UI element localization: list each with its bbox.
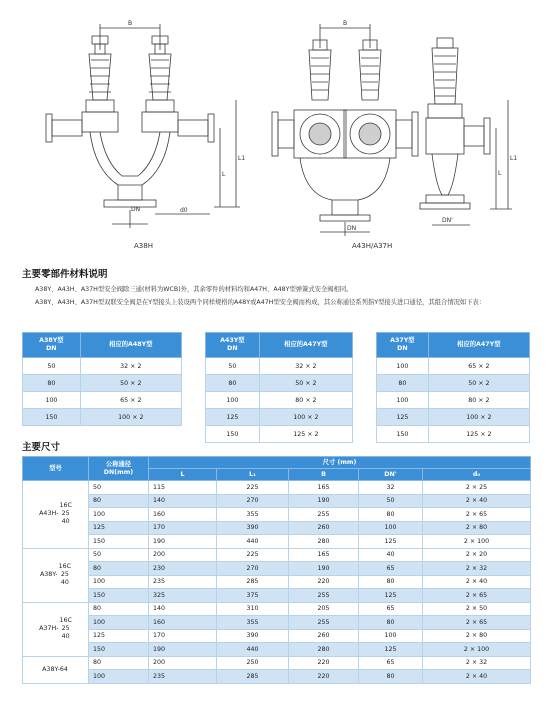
table-cell: 190: [289, 494, 359, 508]
dim-l1-3: L1: [510, 155, 518, 162]
table-cell: 32: [359, 481, 423, 495]
table-cell: 270: [217, 494, 289, 508]
dim-d0-1: d0: [180, 207, 188, 214]
table-cell: 80: [89, 602, 149, 616]
table-cell: 2 × 40: [423, 494, 531, 508]
table-cell: 2 × 80: [423, 521, 531, 535]
table-cell: 310: [217, 602, 289, 616]
table-cell: 2 × 20: [423, 548, 531, 562]
combo-cell: 125: [377, 409, 429, 426]
combo-cell: 125: [206, 409, 260, 426]
table-cell: 225: [217, 548, 289, 562]
combo-cell: 125 × 2: [259, 426, 352, 443]
table-cell: 140: [149, 494, 217, 508]
valve-drawings: [0, 0, 550, 258]
combo-cell: 100 × 2: [259, 409, 352, 426]
combo-cell: 32 × 2: [259, 358, 352, 375]
combo-a37y-header-dn: A37Y型 DN: [377, 333, 429, 358]
table-cell: 390: [217, 629, 289, 643]
table-cell: 160: [149, 508, 217, 522]
combo-cell: 50: [23, 358, 81, 375]
model-cell: [23, 481, 89, 549]
table-cell: 165: [289, 481, 359, 495]
combo-cell: 50: [206, 358, 260, 375]
table-cell: 80: [89, 494, 149, 508]
dim-b-1: B: [128, 20, 133, 27]
table-cell: 125: [359, 643, 423, 657]
table-row: [23, 670, 531, 684]
table-cell: 80: [359, 575, 423, 589]
table-cell: 170: [149, 521, 217, 535]
combo-cell: 125 × 2: [428, 426, 529, 443]
model-pressure: 16C 25 40: [59, 617, 72, 640]
dim-l-3: L: [498, 170, 502, 177]
table-cell: 125: [359, 535, 423, 549]
table-cell: 80: [359, 616, 423, 630]
table-cell: 125: [89, 521, 149, 535]
combo-cell: 65 × 2: [80, 392, 181, 409]
table-cell: 235: [149, 670, 217, 684]
table-cell: 285: [217, 575, 289, 589]
table-cell: 2 × 40: [423, 575, 531, 589]
table-row: [23, 616, 531, 630]
table-cell: 2 × 65: [423, 589, 531, 603]
table-cell: 125: [89, 629, 149, 643]
valve-drawings-svg: [0, 0, 550, 258]
table-cell: 220: [289, 670, 359, 684]
combo-cell: 100: [206, 392, 260, 409]
table-cell: 100: [359, 521, 423, 535]
table-cell: 280: [289, 643, 359, 657]
table-cell: 190: [289, 562, 359, 576]
table-cell: 2 × 32: [423, 562, 531, 576]
dim-dn-1: DN: [131, 206, 141, 213]
table-cell: 2 × 65: [423, 616, 531, 630]
model-name: A37H-: [39, 625, 59, 632]
table-row: [23, 575, 531, 589]
combo-a37y-header-match: 相应的A47Y型: [428, 333, 529, 358]
table-row: [23, 508, 531, 522]
table-cell: 100: [89, 508, 149, 522]
table-cell: 80: [89, 656, 149, 670]
table-cell: 80: [89, 562, 149, 576]
table-cell: 390: [217, 521, 289, 535]
table-cell: 2 × 100: [423, 535, 531, 549]
table-cell: 100: [359, 629, 423, 643]
dim-header-group: 尺寸 (mm): [149, 457, 531, 469]
dim-l1-1: L1: [238, 155, 246, 162]
table-cell: 100: [89, 616, 149, 630]
table-cell: 160: [149, 616, 217, 630]
table-cell: 200: [149, 548, 217, 562]
combo-cell: 150: [206, 426, 260, 443]
table-cell: 2 × 32: [423, 656, 531, 670]
model-pressure: 16C 25 40: [59, 502, 72, 526]
table-cell: 235: [149, 575, 217, 589]
model-name: A43H-: [39, 510, 59, 518]
combo-a38y-header-dn: A38Y型 DN: [23, 333, 81, 358]
table-cell: 115: [149, 481, 217, 495]
table-cell: 2 × 65: [423, 508, 531, 522]
dimensions-table: [22, 456, 531, 684]
table-cell: 2 × 40: [423, 670, 531, 684]
table-cell: 325: [149, 589, 217, 603]
table-cell: 150: [89, 589, 149, 603]
dim-header-l1: L₁: [217, 469, 289, 481]
dim-header-d0: d₀: [423, 469, 531, 481]
combo-cell: 100: [377, 358, 429, 375]
caption-a38h: A38H: [134, 242, 153, 250]
combo-cell: 80: [377, 375, 429, 392]
table-cell: 65: [359, 602, 423, 616]
table-row: [23, 535, 531, 549]
table-cell: 50: [359, 494, 423, 508]
table-cell: 50: [89, 548, 149, 562]
table-row: [23, 589, 531, 603]
combo-a38y-header-match: 相应的A48Y型: [80, 333, 181, 358]
model-name: A38Y-64: [42, 665, 68, 673]
table-cell: 2 × 80: [423, 629, 531, 643]
table-cell: 50: [89, 481, 149, 495]
combo-table-a37y: [376, 332, 530, 443]
table-cell: 255: [289, 508, 359, 522]
model-pressure: 16C 25 40: [58, 563, 72, 586]
drawing-side-view: [420, 38, 512, 225]
model-cell: [23, 602, 89, 656]
table-cell: 225: [217, 481, 289, 495]
table-cell: 255: [289, 589, 359, 603]
table-cell: 255: [289, 616, 359, 630]
dim-header-l: L: [149, 469, 217, 481]
table-cell: 280: [289, 535, 359, 549]
combo-cell: 50 × 2: [428, 375, 529, 392]
materials-para-2: A38Y、A43H、A37H型双联安全阀是在Y型接头上装设两个同样规格的A48Y或A47H型安全阀而构成，其公称通径系列指Y型接头进口通径，其组合情况如下表：: [35, 299, 486, 306]
table-cell: 200: [149, 656, 217, 670]
table-row: [23, 548, 531, 562]
table-cell: 285: [217, 670, 289, 684]
dim-b-2: B: [343, 20, 348, 27]
table-cell: 150: [89, 535, 149, 549]
combo-cell: 100: [377, 392, 429, 409]
table-cell: 150: [89, 643, 149, 657]
table-cell: 65: [359, 562, 423, 576]
combo-cell: 80 × 2: [259, 392, 352, 409]
caption-a43h-a37h: A43H/A37H: [352, 242, 393, 250]
table-cell: 375: [217, 589, 289, 603]
table-cell: 190: [149, 535, 217, 549]
table-cell: 440: [217, 643, 289, 657]
combo-cell: 50 × 2: [80, 375, 181, 392]
table-cell: 80: [359, 670, 423, 684]
table-cell: 250: [217, 656, 289, 670]
combo-cell: 150: [23, 409, 81, 426]
drawing-a43h-a37h: [272, 24, 418, 236]
dim-dn-prime-3: DN': [442, 217, 453, 224]
combo-a43y-header-dn: A43Y型 DN: [206, 333, 260, 358]
table-cell: 220: [289, 656, 359, 670]
dim-header-dn-prime: DN': [359, 469, 423, 481]
combo-cell: 80: [206, 375, 260, 392]
dim-dn-2: DN: [347, 225, 357, 232]
model-cell: [23, 656, 89, 683]
dimensions-title: 主要尺寸: [22, 442, 61, 453]
table-cell: 80: [359, 508, 423, 522]
table-row: [23, 643, 531, 657]
table-cell: 440: [217, 535, 289, 549]
combo-cell: 65 × 2: [428, 358, 529, 375]
table-cell: 260: [289, 521, 359, 535]
table-cell: 230: [149, 562, 217, 576]
combo-cell: 80: [23, 375, 81, 392]
drawing-a38h: [46, 24, 240, 228]
table-cell: 355: [217, 508, 289, 522]
combo-cell: 80 × 2: [428, 392, 529, 409]
table-cell: 2 × 50: [423, 602, 531, 616]
materials-para-1: A38Y、A43H、A37H型安全阀除三通(材料为WCB)外，其余零件的材料均和A47H、A48Y型弹簧式安全阀相同。: [35, 286, 353, 293]
table-row: [23, 602, 531, 616]
combo-cell: 32 × 2: [80, 358, 181, 375]
table-cell: 170: [149, 629, 217, 643]
combo-table-a43y: [205, 332, 353, 443]
table-cell: 355: [217, 616, 289, 630]
combo-cell: 100 × 2: [428, 409, 529, 426]
dimensions-table-body: [23, 481, 531, 684]
model-cell: [23, 548, 89, 602]
table-row: [23, 562, 531, 576]
table-cell: 40: [359, 548, 423, 562]
dim-header-b: B: [289, 469, 359, 481]
table-cell: 270: [217, 562, 289, 576]
table-cell: 260: [289, 629, 359, 643]
table-cell: 65: [359, 656, 423, 670]
table-cell: 140: [149, 602, 217, 616]
combo-cell: 150: [377, 426, 429, 443]
table-cell: 100: [89, 575, 149, 589]
dim-header-model: 型号: [23, 457, 89, 481]
table-row: [23, 629, 531, 643]
combo-cell: 100: [23, 392, 81, 409]
combo-table-a38y: [22, 332, 182, 426]
table-cell: 100: [89, 670, 149, 684]
combo-cell: 100 × 2: [80, 409, 181, 426]
materials-title: 主要零部件材料说明: [22, 269, 108, 280]
table-row: [23, 521, 531, 535]
combo-a43y-header-match: 相应的A47Y型: [259, 333, 352, 358]
model-name: A38Y-: [39, 571, 58, 578]
table-cell: 165: [289, 548, 359, 562]
table-row: [23, 481, 531, 495]
table-row: [23, 656, 531, 670]
table-cell: 190: [149, 643, 217, 657]
table-row: [23, 494, 531, 508]
table-cell: 125: [359, 589, 423, 603]
table-cell: 2 × 100: [423, 643, 531, 657]
table-cell: 205: [289, 602, 359, 616]
dim-header-dn: 公称通径 DN(mm): [89, 457, 149, 481]
table-cell: 2 × 25: [423, 481, 531, 495]
table-cell: 220: [289, 575, 359, 589]
combo-cell: 50 × 2: [259, 375, 352, 392]
dim-l-1: L: [222, 171, 226, 178]
